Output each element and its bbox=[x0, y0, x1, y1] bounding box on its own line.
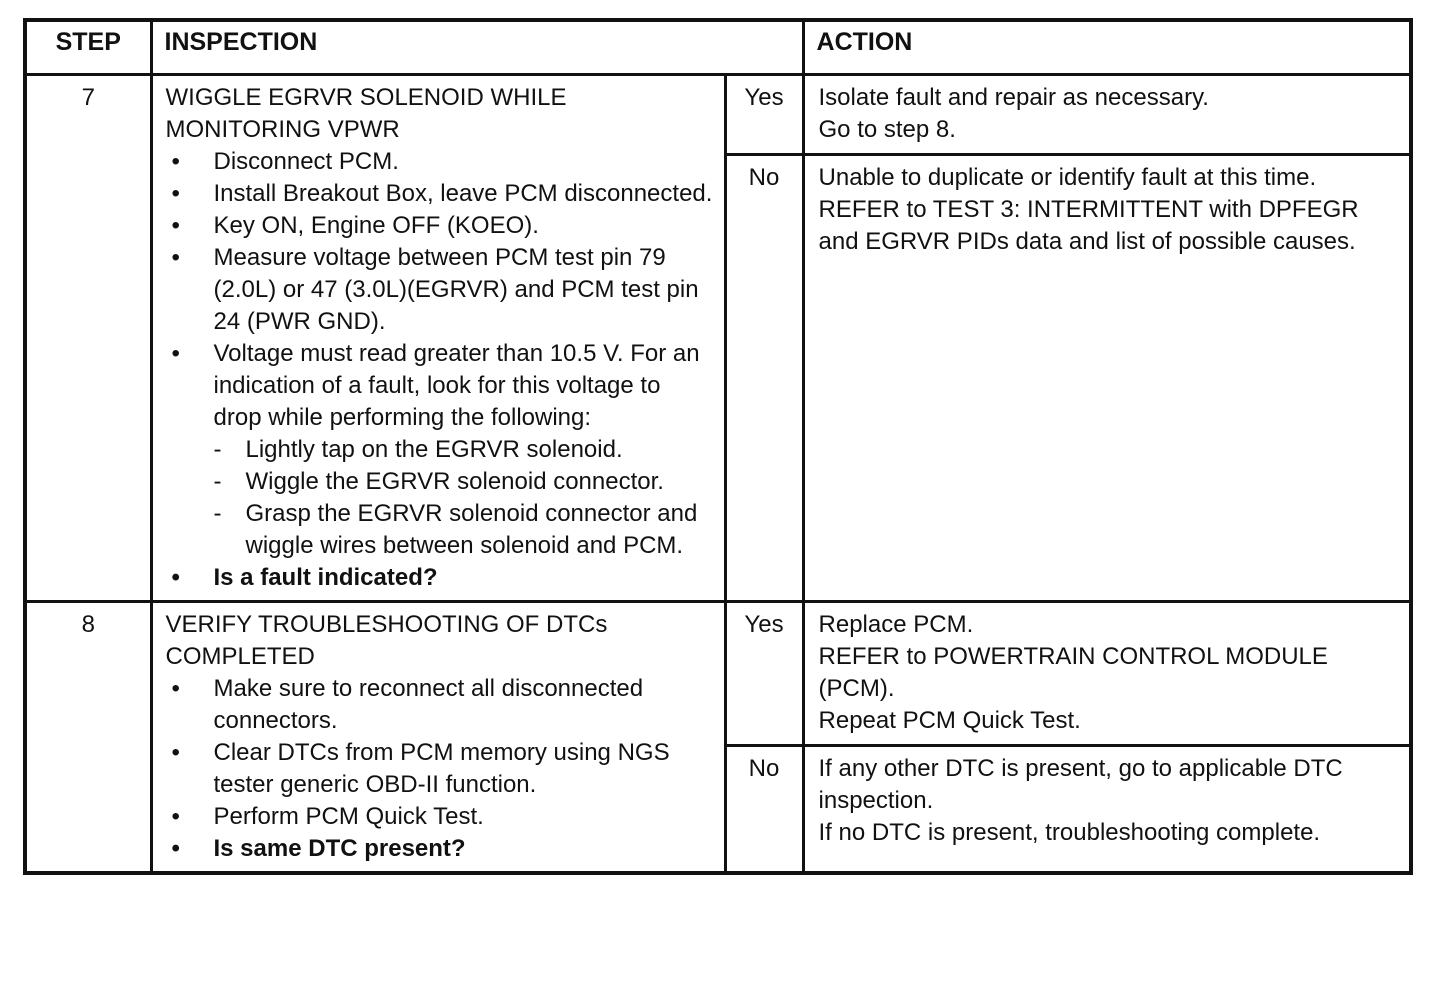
sub-list-item: - Wiggle the EGRVR solenoid connector. bbox=[213, 468, 664, 495]
step-header: STEP bbox=[25, 20, 151, 75]
inspection-title: VERIFY TROUBLESHOOTING OF DTCs COMPLETED bbox=[165, 611, 608, 670]
list-item: • Key ON, Engine OFF (KOEO). bbox=[171, 212, 539, 239]
yes-label: Yes bbox=[725, 602, 803, 746]
step-7-yes-row bbox=[25, 75, 1411, 155]
bullet-list bbox=[166, 673, 714, 865]
step-number: 7 bbox=[25, 75, 151, 602]
list-item: • Perform PCM Quick Test. bbox=[171, 803, 484, 830]
step-8-yes-row bbox=[25, 602, 1411, 746]
sub-list-item: - Lightly tap on the EGRVR solenoid. bbox=[213, 436, 623, 463]
no-action: Unable to duplicate or identify fault at this time. REFER to TEST 3: INTERMITTENT with DPFEGR and EGRVR PIDs data and list of possible causes. bbox=[803, 155, 1411, 602]
bullet-list bbox=[166, 146, 714, 594]
list-item: • Disconnect PCM. bbox=[171, 148, 399, 175]
list-item: • Make sure to reconnect all disconnected connectors. bbox=[171, 675, 644, 734]
action-header: ACTION bbox=[803, 20, 1411, 75]
procedure-table bbox=[23, 18, 1413, 875]
list-item: • Measure voltage between PCM test pin 79 (2.0L) or 47 (3.0L)(EGRVR) and PCM test pin 24 (PWR GND). bbox=[171, 244, 699, 335]
yes-action: Isolate fault and repair as necessary. Go to step 8. bbox=[803, 75, 1411, 155]
sub-list-item: - Grasp the EGRVR solenoid connector and wiggle wires between solenoid and PCM. bbox=[213, 500, 698, 559]
yes-label: Yes bbox=[725, 75, 803, 155]
inspection-title: WIGGLE EGRVR SOLENOID WHILE MONITORING VPWR bbox=[165, 84, 567, 143]
header-row bbox=[25, 20, 1411, 75]
sub-list bbox=[214, 434, 714, 562]
inspection-header: INSPECTION bbox=[151, 20, 803, 75]
no-label: No bbox=[725, 155, 803, 602]
list-item: • Install Breakout Box, leave PCM disconnected. bbox=[171, 180, 713, 207]
inspection-cell bbox=[151, 602, 725, 874]
question-item: • Is same DTC present? bbox=[171, 835, 466, 862]
step-number: 8 bbox=[25, 602, 151, 874]
question-item: • Is a fault indicated? bbox=[171, 564, 438, 591]
yes-action: Replace PCM. REFER to POWERTRAIN CONTROL MODULE (PCM). Repeat PCM Quick Test. bbox=[803, 602, 1411, 746]
no-action: If any other DTC is present, go to applicable DTC inspection. If no DTC is present, troubleshooting complete. bbox=[803, 746, 1411, 874]
inspection-cell bbox=[151, 75, 725, 602]
list-item: • Clear DTCs from PCM memory using NGS tester generic OBD-II function. bbox=[171, 739, 670, 798]
no-label: No bbox=[725, 746, 803, 874]
list-item: • Voltage must read greater than 10.5 V. For an indication of a fault, look for this voltage to drop while performing the following: - Lightly tap on the EGRVR solenoid. - Wiggle the EGRVR solenoid connector. - Grasp the EGRVR solenoid connector and wiggle wires between solenoid and PCM. bbox=[166, 338, 714, 562]
